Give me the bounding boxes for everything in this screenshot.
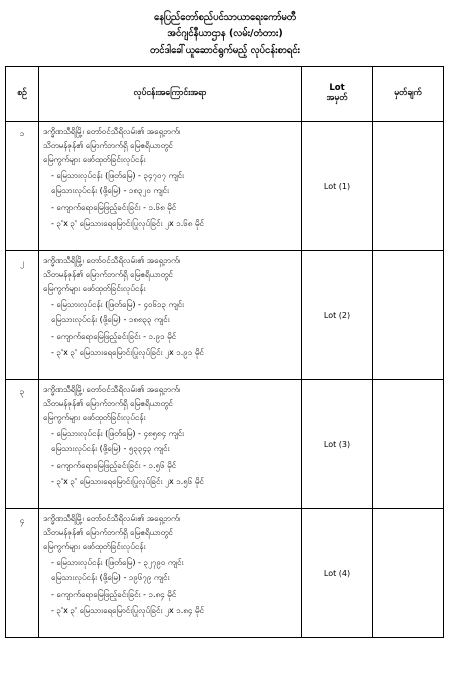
description-line: - ၃'x ၃' မြေသားရေမြောင်းပြုလုပ်ခြင်း ၂x ၁.၈၄ မိုင် bbox=[51, 606, 204, 615]
column-header-serial: စဉ် bbox=[6, 67, 39, 122]
document-title-line-1: နေပြည်တော်စည်ပင်သာယာရေးကော်မတီ bbox=[153, 12, 297, 23]
work-list-table bbox=[5, 66, 444, 638]
row-description bbox=[39, 380, 302, 509]
column-header-description: လုပ်ငန်းအကြောင်းအရာ bbox=[39, 67, 302, 122]
row-description bbox=[39, 122, 302, 251]
description-line: သိတမန်ဇုန်၏ မြောက်ဘက်ရှိ မြေဧရိယာတွင် bbox=[43, 528, 173, 537]
row-lot-number: Lot (1) bbox=[302, 122, 373, 251]
table-row bbox=[6, 122, 444, 251]
column-header-remark: မှတ်ချက် bbox=[373, 67, 444, 122]
row-description bbox=[39, 509, 302, 638]
row-lot-number: Lot (4) bbox=[302, 509, 373, 638]
row-serial: ၄ bbox=[6, 509, 39, 638]
description-line: - မြေသားလုပ်ငန်း (ဖြတ်မြေ) - ၄၈၅၈၄ ကျင်း bbox=[51, 429, 185, 438]
description-line: - ၃'x ၃' မြေသားရေမြောင်းပြုလုပ်ခြင်း ၂x ၁.၉၁ မိုင် bbox=[51, 348, 204, 357]
description-line: - ၃'x ၃' မြေသားရေမြောင်းပြုလုပ်ခြင်း ၂x ၁.၆၈ မိုင် bbox=[51, 219, 204, 228]
description-line: - ၃'x ၃' မြေသားရေမြောင်းပြုလုပ်ခြင်း ၂x ၁.၅၆ မိုင် bbox=[51, 477, 204, 486]
description-line: မြေသားလုပ်ငန်း (ဖို့မြေ) - ၁၈၃၂၀ ကျင်း bbox=[51, 186, 169, 195]
table-row bbox=[6, 380, 444, 509]
table-header-row bbox=[6, 67, 444, 122]
description-line: - မြေသားလုပ်ငန်း (ဖြတ်မြေ) - ၃၄၇၀၇ ကျင်း bbox=[51, 171, 185, 180]
description-line: မြေကွက်များ ဖော်ထုတ်ခြင်းလုပ်ငန်း bbox=[43, 413, 146, 422]
table-row bbox=[6, 509, 444, 638]
description-line: မြေသားလုပ်ငန်း (ဖို့မြေ) - ၁၈၈၃၃ ကျင်း bbox=[51, 315, 170, 324]
table-row bbox=[6, 251, 444, 380]
description-line: မြေကွက်များ ဖော်ထုတ်ခြင်းလုပ်ငန်း bbox=[43, 284, 146, 293]
description-line: - မြေသားလုပ်ငန်း (ဖြတ်မြေ) - ၄၀၆၁၃ ကျင်း bbox=[51, 300, 185, 309]
row-remark bbox=[373, 509, 444, 638]
row-description bbox=[39, 251, 302, 380]
row-serial: ၃ bbox=[6, 380, 39, 509]
description-line: သိတမန်ဇုန်၏ မြောက်ဘက်ရှိ မြေဧရိယာတွင် bbox=[43, 141, 173, 150]
description-line: ဒက္ခိဏသီရိမြို့၊ တော်ဝင်သီရိလမ်း၏ အရှေ့ဘက်၊ bbox=[43, 127, 181, 136]
document-title-line-3: တင်ဒါခေါ်ယူဆောင်ရွက်မည့် လုပ်ငန်းစာရင်း bbox=[150, 45, 300, 56]
description-line: မြေကွက်များ ဖော်ထုတ်ခြင်းလုပ်ငန်း bbox=[43, 542, 146, 551]
description-line: - မြေသားလုပ်ငန်း (ဖြတ်မြေ) - ၃၂၇၉၀ ကျင်း bbox=[51, 558, 184, 567]
description-line: မြေကွက်များ ဖော်ထုတ်ခြင်းလုပ်ငန်း bbox=[43, 155, 146, 164]
column-header-lot: Lot အမှတ် bbox=[302, 67, 373, 122]
description-line: သိတမန်ဇုန်၏ မြောက်ဘက်ရှိ မြေဧရိယာတွင် bbox=[43, 270, 173, 279]
row-remark bbox=[373, 251, 444, 380]
row-lot-number: Lot (2) bbox=[302, 251, 373, 380]
row-serial: ၁ bbox=[6, 122, 39, 251]
description-line: ဒက္ခိဏသီရိမြို့၊ တော်ဝင်သီရိလမ်း၏ အရှေ့ဘက်၊ bbox=[43, 514, 181, 523]
description-line: ဒက္ခိဏသီရိမြို့၊ တော်ဝင်သီရိလမ်း၏ အရှေ့ဘက်၊ bbox=[43, 385, 181, 394]
description-line: မြေသားလုပ်ငန်း (ဖို့မြေ) - ၁၉၆၇၉ ကျင်း bbox=[51, 573, 170, 582]
description-line: ဒက္ခိဏသီရိမြို့၊ တော်ဝင်သီရိလမ်း၏ အရှေ့ဘက်၊ bbox=[43, 256, 181, 265]
description-line: - ကျောက်ရောမြေဖြည့်ခင်းခြင်း - ၁.၉၁ မိုင် bbox=[51, 332, 177, 341]
description-line: - ကျောက်ရောမြေဖြည့်ခင်းခြင်း - ၁.၅၆ မိုင် bbox=[51, 461, 177, 470]
description-line: - ကျောက်ရောမြေဖြည့်ခင်းခြင်း - ၁.၈၄ မိုင် bbox=[51, 590, 177, 599]
description-line: - ကျောက်ရောမြေဖြည့်ခင်းခြင်း - ၁.၆၈ မိုင် bbox=[51, 203, 177, 212]
row-lot-number: Lot (3) bbox=[302, 380, 373, 509]
description-line: သိတမန်ဇုန်၏ မြောက်ဘက်ရှိ မြေဧရိယာတွင် bbox=[43, 399, 173, 408]
row-remark bbox=[373, 380, 444, 509]
description-line: မြေသားလုပ်ငန်း (ဖို့မြေ) - ၅၃၃၄၃ ကျင်း bbox=[51, 444, 170, 453]
row-remark bbox=[373, 122, 444, 251]
row-serial: ၂ bbox=[6, 251, 39, 380]
document-title-line-2: အင်ဂျင်နီယာဌာန (လမ်း/တံတား) bbox=[167, 28, 283, 39]
